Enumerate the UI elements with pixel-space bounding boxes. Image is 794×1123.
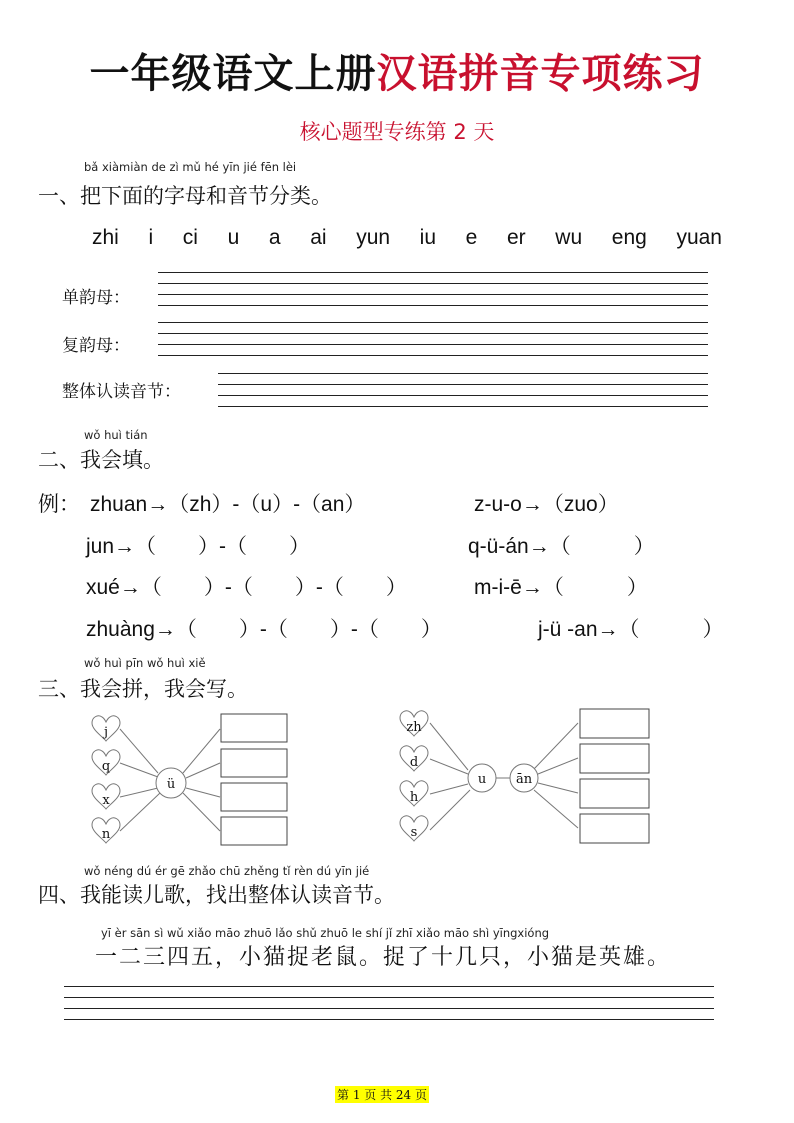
writing-line[interactable] [158,344,708,345]
section3-heading: 三、我会拼，我会写。 [38,677,248,701]
syllable: wu [555,226,583,249]
writing-line[interactable] [64,986,714,987]
writing-line[interactable] [218,373,708,374]
answer-box[interactable] [221,749,287,777]
syllable: e [465,226,478,249]
syllable: zhi [92,226,119,249]
heart-letter: h [409,790,419,805]
syllable: i [148,226,154,249]
writing-line[interactable] [158,283,708,284]
answer-box[interactable] [580,744,649,773]
spelling-diagram [0,700,794,860]
syllable: a [268,226,281,249]
writing-line[interactable] [158,322,708,323]
fill-row-left[interactable]: xué→（ ）-（ ）-（ ） [86,576,407,599]
syllable: ci [182,226,198,249]
fill-row-right[interactable]: m-i-ē→（ ） [474,576,648,599]
section3-pinyin: wǒ huì pīn wǒ huì xiě [84,656,206,670]
writing-line[interactable] [158,305,708,306]
writing-line[interactable] [64,1008,714,1009]
syllable: eng [611,226,647,249]
center-letter: ü [166,777,176,792]
title-part1: 一年级语文上册 [89,50,377,97]
syllable: yuan [676,226,722,249]
heart-letter: x [102,793,110,808]
heart-letter: s [410,825,418,840]
heart-letter: zh [406,720,422,735]
fill-row-right[interactable]: q-ü-án→（ ） [468,535,655,558]
section1-pinyin: bǎ xiàmiàn de zì mǔ hé yīn jié fēn lèi [84,160,297,174]
section2-pinyin: wǒ huì tián [84,428,148,442]
title-part2: 汉语拼音专项练习 [376,50,705,97]
writing-line[interactable] [158,272,708,273]
writing-line[interactable] [64,1019,714,1020]
center-letter: ān [515,772,533,787]
syllable: er [506,226,526,249]
label-compound-finals: 复韵母： [62,336,130,356]
answer-box[interactable] [580,814,649,843]
label-single-finals: 单韵母： [62,288,130,308]
example-2: z-u-o→（zuo） [474,493,619,516]
heart-letter: j [103,725,109,740]
section2-heading: 二、我会填。 [38,448,164,472]
answer-box[interactable] [580,779,649,808]
page-number: 第 1 页 共 24 页 [337,1088,427,1102]
poem-pinyin: yī èr sān sì wǔ xiǎo māo zhuō lǎo shǔ zhuō le shí jǐ zhī xiǎo māo shì yīngxióng [101,926,550,940]
fill-row-left[interactable]: jun→（ ）-（ ） [86,535,311,558]
label-whole-syllables: 整体认读音节： [62,382,181,402]
syllable: yun [356,226,391,249]
heart-letter: d [409,755,419,770]
syllable: u [227,226,240,249]
page-subtitle: 核心题型专练第 2 天 [299,120,495,144]
section4-heading: 四、我能读儿歌，找出整体认读音节。 [38,883,395,907]
answer-box[interactable] [580,709,649,738]
writing-line[interactable] [218,384,708,385]
fill-row-right[interactable]: j-ü -an→（ ） [538,618,724,641]
center-letter: u [477,772,487,787]
writing-line[interactable] [158,333,708,334]
answer-box[interactable] [221,817,287,845]
fill-row-left[interactable]: zhuàng→（ ）-（ ）-（ ） [86,618,442,641]
writing-line[interactable] [64,997,714,998]
writing-line[interactable] [218,395,708,396]
syllable: ai [310,226,327,249]
writing-line[interactable] [218,406,708,407]
heart-letter: q [101,759,111,774]
example-label: 例： [38,492,80,516]
section1-heading: 一、把下面的字母和音节分类。 [38,184,332,208]
poem-text: 一二三四五，小猫捉老鼠。捉了十几只，小猫是英雄。 [95,945,672,970]
syllable: iu [419,226,437,249]
section4-pinyin: wǒ néng dú ér gē zhǎo chū zhěng tǐ rèn dú yīn jié [84,864,370,878]
answer-box[interactable] [221,714,287,742]
writing-line[interactable] [158,294,708,295]
syllable-list [92,226,722,250]
writing-line[interactable] [158,355,708,356]
page-title [0,42,794,99]
heart-letter: n [101,827,111,842]
answer-box[interactable] [221,783,287,811]
example-1: zhuan→（zh）-（u）-（an） [90,493,366,516]
